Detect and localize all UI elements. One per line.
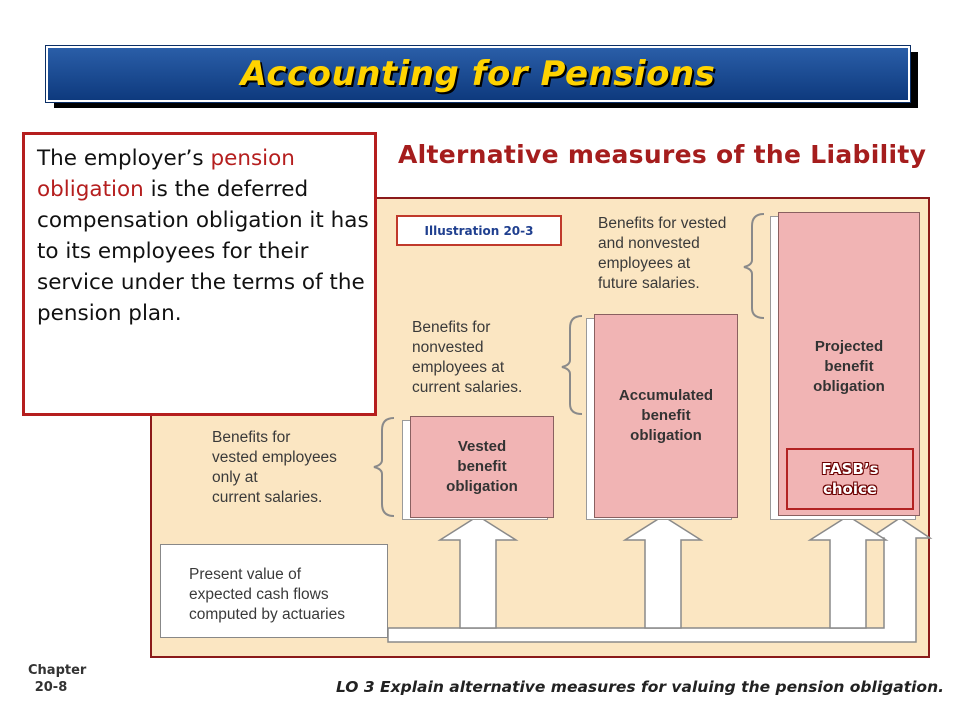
- box-line: obligation: [813, 378, 885, 395]
- note-line: computed by actuaries: [189, 606, 345, 623]
- box-line: benefit: [457, 458, 507, 475]
- box-line: obligation: [630, 427, 702, 444]
- brace-vested: [374, 418, 394, 516]
- note-line: current salaries.: [412, 379, 523, 396]
- definition-text-before: The employer’s: [37, 146, 211, 171]
- note-line: vested employees: [212, 449, 337, 466]
- brace-future: [744, 214, 764, 318]
- present-value-box: [160, 544, 388, 638]
- box-line: benefit: [824, 358, 874, 375]
- box-line: Projected: [814, 338, 884, 355]
- box-line: Accumulated: [618, 387, 714, 404]
- note-line: nonvested: [412, 339, 484, 356]
- definition-text-after: is the deferred compensation obligation it has to its employees for their service under the terms of the pension plan.: [37, 177, 369, 326]
- chapter-label: [28, 662, 87, 696]
- fasb-choice-badge: [786, 448, 914, 510]
- chapter-line: Chapter: [28, 663, 87, 678]
- vested-benefit-box: [402, 416, 554, 520]
- brace-nonvested: [562, 316, 582, 414]
- note-line: employees at: [598, 255, 691, 272]
- note-vested-current: [212, 428, 337, 508]
- definition-callout: [22, 132, 377, 416]
- note-line: Present value of: [189, 566, 302, 583]
- note-line: expected cash flows: [189, 586, 329, 603]
- note-line: future salaries.: [598, 275, 700, 292]
- box-line: Vested: [457, 438, 507, 455]
- note-line: employees at: [412, 359, 505, 376]
- accumulated-benefit-label: [594, 314, 738, 518]
- note-line: Benefits for: [212, 429, 291, 446]
- note-line: current salaries.: [212, 489, 323, 506]
- chapter-number: 20-8: [34, 680, 68, 695]
- box-line: benefit: [641, 407, 691, 424]
- arrow-to-accumulated: [625, 516, 701, 628]
- accumulated-benefit-box: [586, 314, 738, 520]
- note-line: Benefits for vested: [598, 215, 727, 232]
- vested-benefit-label: [410, 416, 554, 518]
- arrow-to-vested: [440, 516, 516, 628]
- definition-highlight: pension obligation: [37, 146, 295, 202]
- box-line: obligation: [446, 478, 518, 495]
- note-line: and nonvested: [598, 235, 700, 252]
- note-line: Benefits for: [412, 319, 491, 336]
- note-line: only at: [212, 469, 258, 486]
- arrow-to-projected: [810, 516, 886, 628]
- subtitle: Alternative measures of the Liability: [398, 140, 927, 169]
- learning-objective: LO 3 Explain alternative measures for valuing the pension obligation.: [335, 678, 944, 696]
- fasb-line: choice: [822, 480, 878, 498]
- note-nonvested-current: [412, 318, 522, 398]
- fasb-line: FASB’s: [821, 460, 879, 478]
- note-future-salaries: [598, 214, 726, 294]
- illustration-label: Illustration 20-3: [396, 215, 562, 246]
- page-title: Accounting for Pensions: [240, 54, 716, 94]
